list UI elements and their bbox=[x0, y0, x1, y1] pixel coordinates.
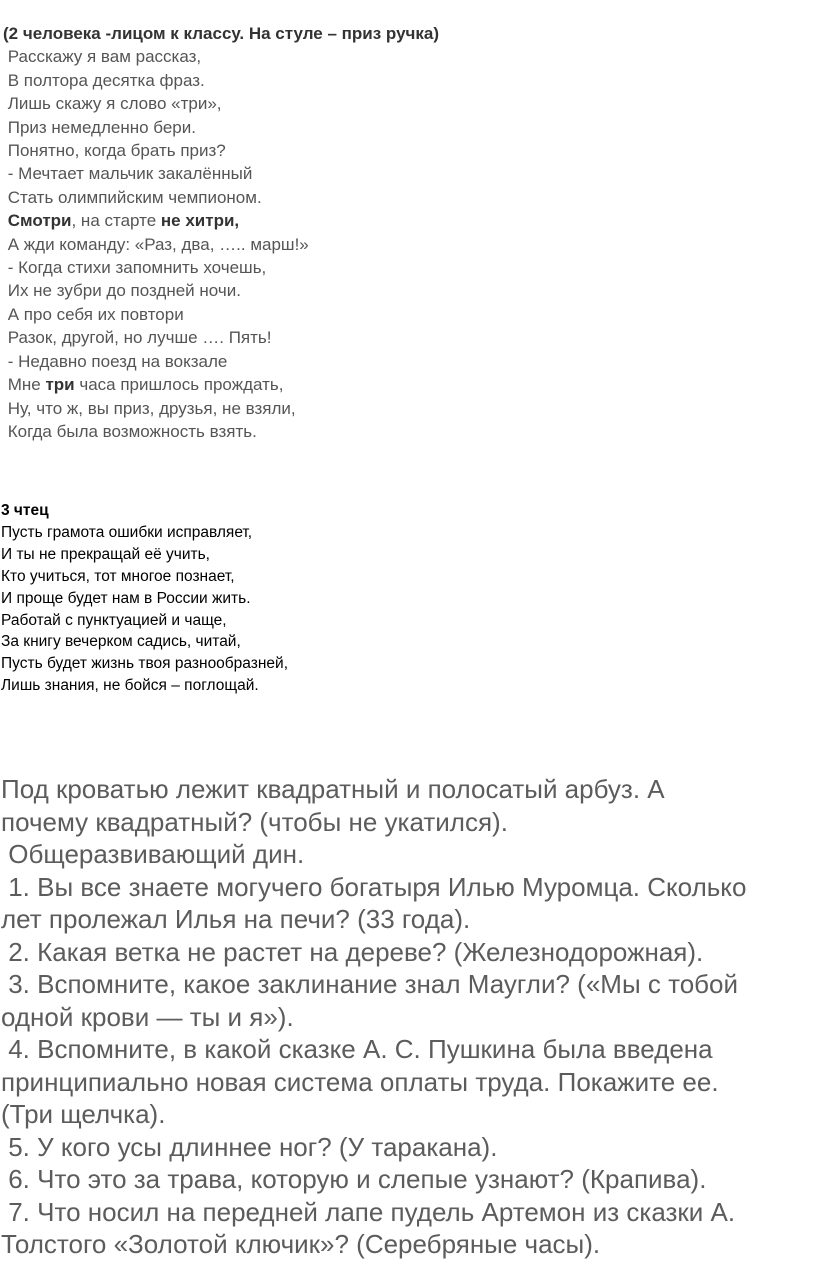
section-title: 3 чтец bbox=[1, 502, 49, 519]
poem-line: Приз немедленно бери. bbox=[3, 117, 196, 137]
poem-line: В полтора десятка фраз. bbox=[3, 70, 205, 90]
poem-line-mixed bbox=[3, 209, 439, 232]
riddle-line: 4. Вспомните, в какой сказке А. С. Пушкина была введена bbox=[1, 1034, 713, 1064]
poem-line: Кто учиться, тот многое познает, bbox=[1, 567, 235, 585]
poem-line: Пусть будет жизнь твоя разнообразней, bbox=[1, 655, 288, 673]
riddle-line: 1. Вы все знаете могучего богатыря Илью Муромца. Сколько bbox=[1, 871, 747, 902]
poem-line: Понятно, когда брать приз? bbox=[3, 141, 226, 161]
riddle-line: принципиально новая система оплаты труда. Покажите ее. bbox=[1, 1066, 719, 1097]
plain-fragment: часа пришлось прождать, bbox=[74, 375, 284, 395]
riddle-line: Толстого «Золотой ключик»? (Серебряные часы). bbox=[1, 1229, 601, 1259]
plain-fragment: , на старте bbox=[71, 211, 161, 231]
bold-word: Смотри bbox=[7, 211, 72, 231]
poem-line: Когда была возможность взять. bbox=[3, 421, 257, 441]
poem-line: Лишь скажу я слово «три», bbox=[3, 94, 222, 114]
poem-line: И ты не прекращай её учить, bbox=[1, 545, 210, 563]
poem-line: И проще будет нам в России жить. bbox=[1, 589, 251, 607]
riddle-line: 3. Вспомните, какое заклинание знал Маугли? («Мы с тобой bbox=[1, 969, 739, 999]
poem-section-prize bbox=[3, 22, 439, 443]
riddles-section bbox=[1, 773, 816, 1261]
poem-line: Расскажу я вам рассказ, bbox=[3, 47, 202, 67]
poem-line: - Недавно поезд на вокзале bbox=[3, 351, 228, 371]
poem-line: Их не зубри до поздней ночи. bbox=[3, 281, 241, 301]
poem-line: Лишь знания, не бойся – поглощай. bbox=[1, 677, 259, 695]
plain-fragment: Мне bbox=[3, 375, 46, 395]
poem-line: За книгу вечерком садись, читай, bbox=[1, 633, 241, 651]
section-title: (2 человека -лицом к классу. На стуле – приз ручка) bbox=[3, 24, 440, 43]
poem-line: Стать олимпийским чемпионом. bbox=[3, 187, 262, 207]
riddle-line: 5. У кого усы длиннее ног? (У таракана). bbox=[1, 1131, 498, 1162]
poem-line: Ну, что ж, вы приз, друзья, не взяли, bbox=[3, 398, 296, 418]
poem-section-reader-3 bbox=[1, 500, 288, 697]
poem-line: Работай с пунктуацией и чаще, bbox=[1, 611, 227, 629]
poem-line: - Мечтает мальчик закалённый bbox=[3, 164, 253, 184]
riddle-line: 6. Что это за трава, которую и слепые узнают? (Крапива). bbox=[1, 1164, 707, 1194]
bold-word: три bbox=[45, 375, 75, 395]
riddle-line: одной крови — ты и я»). bbox=[1, 1001, 294, 1032]
riddle-line: 2. Какая ветка не растет на дереве? (Железнодорожная). bbox=[1, 936, 704, 967]
riddle-line: Под кроватью лежит квадратный и полосатый арбуз. А bbox=[1, 774, 665, 804]
riddle-line: почему квадратный? (чтобы не укатился). bbox=[1, 806, 508, 837]
riddle-line: лет пролежал Илья на печи? (33 года). bbox=[1, 904, 471, 934]
poem-line: - Когда стихи запомнить хочешь, bbox=[3, 258, 267, 278]
riddle-line: 7. Что носил на передней лапе пудель Артемон из сказки А. bbox=[1, 1196, 736, 1227]
riddle-line: Общеразвивающий дин. bbox=[1, 839, 305, 869]
poem-line: Разок, другой, но лучше …. Пять! bbox=[3, 328, 272, 348]
poem-line-mixed bbox=[3, 373, 439, 396]
poem-line: Пусть грамота ошибки исправляет, bbox=[1, 523, 253, 541]
poem-line: А жди команду: «Раз, два, ….. марш!» bbox=[3, 234, 309, 254]
poem-line: А про себя их повтори bbox=[3, 304, 184, 324]
riddle-line: (Три щелчка). bbox=[1, 1099, 166, 1129]
bold-word: не хитри, bbox=[160, 211, 240, 231]
